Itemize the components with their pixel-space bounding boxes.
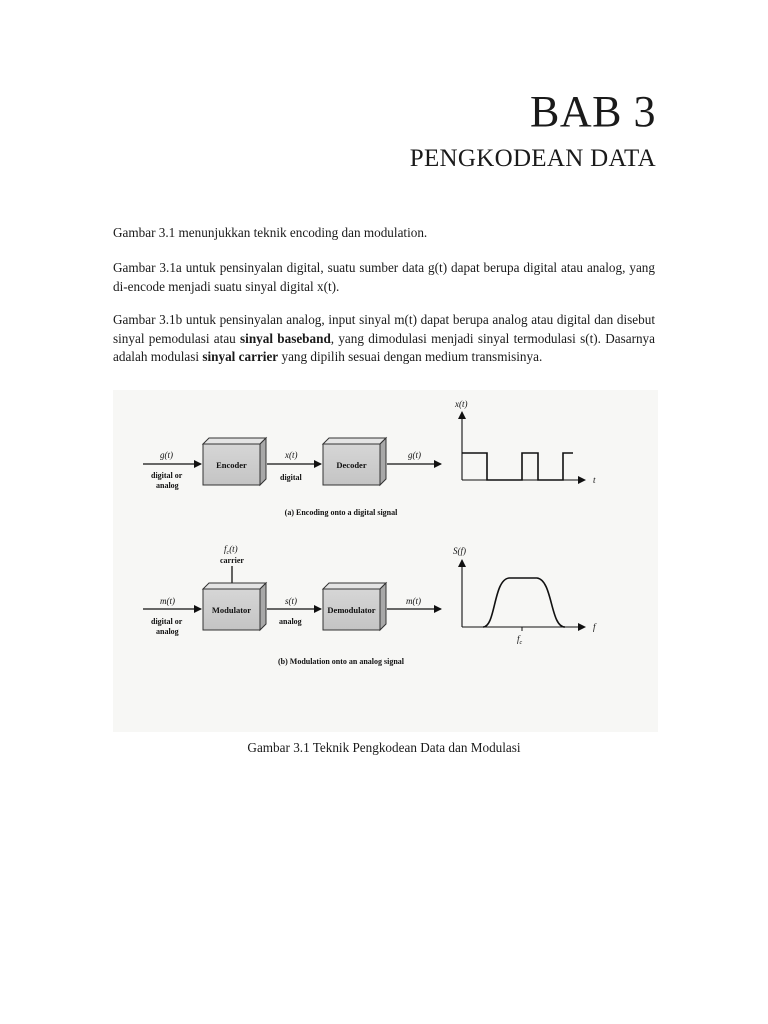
fct-sub: c xyxy=(226,550,230,556)
label-carrier: carrier xyxy=(220,556,244,565)
paragraph-analog-signaling xyxy=(113,311,655,367)
spectrum-plot xyxy=(453,546,597,646)
digital-signal-plot xyxy=(454,399,596,485)
label-analog-mid: analog xyxy=(279,617,302,626)
label-fct xyxy=(224,544,238,556)
label-xt: x(t) xyxy=(285,450,298,460)
modulator-block xyxy=(203,583,266,630)
modulator-label: Modulator xyxy=(211,605,252,615)
paragraph-text: Gambar 3.1b untuk pensinyalan analog, input sinyal m(t) dapat berupa analog atau digital dan disebut sinyal pemodulasi atau xyxy=(113,312,655,346)
paragraph-digital-signaling: Gambar 3.1a untuk pensinyalan digital, suatu sumber data g(t) dapat berupa digital atau analog, yang di-encode menjadi suatu sinyal digital x(t). xyxy=(113,260,655,294)
label-analog-b: analog xyxy=(156,627,179,636)
spectrum-curve xyxy=(483,578,565,627)
demodulator-block xyxy=(323,583,386,630)
square-wave xyxy=(462,453,573,480)
chapter-title: PENGKODEAN DATA xyxy=(409,145,656,172)
paragraph-text: yang dipilih sesuai dengan medium transmisinya. xyxy=(278,349,543,364)
label-st: s(t) xyxy=(285,596,297,606)
label-gt-input: g(t) xyxy=(160,450,173,460)
label-digital: digital xyxy=(280,473,302,482)
plot-y-label-xt: x(t) xyxy=(455,399,468,409)
plot-tick-fc xyxy=(517,634,523,646)
plot-y-label-sf: S(f) xyxy=(453,546,466,556)
demodulator-label: Demodulator xyxy=(327,605,376,615)
bold-term-carrier: sinyal carrier xyxy=(202,349,279,364)
plot-x-label-t: t xyxy=(593,475,596,485)
decoder-label: Decoder xyxy=(336,460,367,470)
chapter-number: BAB 3 xyxy=(530,87,656,136)
label-analog: analog xyxy=(156,481,179,490)
block-diagram xyxy=(113,390,658,732)
caption-b: (b) Modulation onto an analog signal xyxy=(277,657,405,666)
label-digital-or-b: digital or xyxy=(151,617,183,626)
label-mt-output: m(t) xyxy=(406,596,421,606)
fct-tail: (t) xyxy=(229,544,238,554)
figure-encoding-modulation xyxy=(113,390,658,732)
paragraph-intro: Gambar 3.1 menunjukkan teknik encoding dan modulation. xyxy=(113,225,428,240)
encoder-block xyxy=(203,438,266,485)
label-mt-input: m(t) xyxy=(160,596,175,606)
label-digital-or: digital or xyxy=(151,471,183,480)
fct-f: f xyxy=(224,544,227,554)
bold-term-baseband: sinyal baseband xyxy=(240,330,331,346)
fc-f: f xyxy=(517,634,520,644)
plot-x-label-f: f xyxy=(593,622,596,632)
encoder-label: Encoder xyxy=(216,460,247,470)
caption-a: (a) Encoding onto a digital signal xyxy=(284,508,398,517)
paragraph-text: , yang dimodulasi menjadi sinyal termodulasi s(t). Dasarnya adalah modulasi xyxy=(113,330,656,364)
fc-sub: c xyxy=(519,640,523,646)
label-gt-output: g(t) xyxy=(408,450,421,460)
figure-caption: Gambar 3.1 Teknik Pengkodean Data dan Modulasi xyxy=(247,740,521,755)
decoder-block xyxy=(323,438,386,485)
